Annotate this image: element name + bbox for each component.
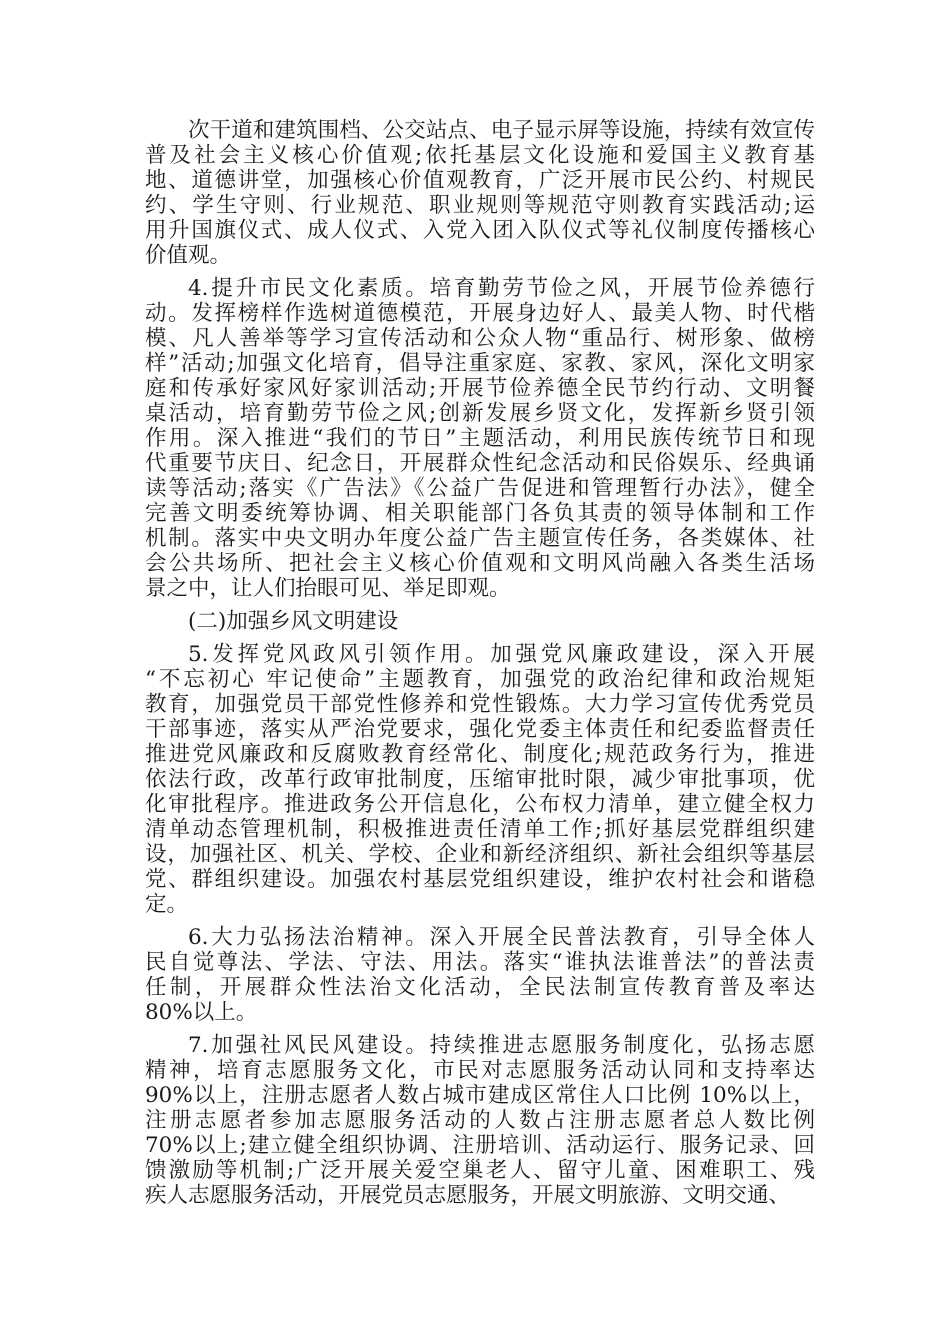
paragraph-gap: [145, 601, 815, 609]
text-line: 任制，开展群众性法治文化活动，全民法制宣传教育普及率达: [145, 975, 815, 1000]
text-line: 地、道德讲堂，加强核心价值观教育，广泛开展市民公约、村规民: [145, 168, 815, 193]
text-line: 机制。落实中央文明办年度公益广告主题宣传任务，各类媒体、社: [145, 526, 815, 551]
text-line: 90%以上，注册志愿者人数占城市建成区常住人口比例 10%以上，: [145, 1083, 815, 1108]
text-line: 完善文明委统筹协调、相关职能部门各负其责的领导体制和工作: [145, 501, 815, 526]
text-line: 干部事迹，落实从严治党要求，强化党委主体责任和纪委监督责任: [145, 717, 815, 742]
text-line: 作用。深入推进“我们的节日”主题活动，利用民族传统节日和现: [145, 426, 815, 451]
text-line: 用升国旗仪式、成人仪式、入党入团入队仪式等礼仪制度传播核心: [145, 218, 815, 243]
text-line: 推进党风廉政和反腐败教育经常化、制度化;规范政务行为，推进: [145, 742, 815, 767]
text-line: 70%以上;建立健全组织协调、注册培训、活动运行、服务记录、回: [145, 1133, 815, 1158]
text-line: 模、凡人善举等学习宣传活动和公众人物“重品行、树形象、做榜: [145, 326, 815, 351]
text-line: 化审批程序。推进政务公开信息化，公布权力清单，建立健全权力: [145, 792, 815, 817]
text-line: 代重要节庆日、纪念日，开展群众性纪念活动和民俗娱乐、经典诵: [145, 451, 815, 476]
document-body: [145, 118, 815, 1208]
text-line: 设，加强社区、机关、学校、企业和新经济组织、新社会组织等基层: [145, 842, 815, 867]
text-line: 5.发挥党风政风引领作用。加强党风廉政建设，深入开展: [188, 642, 815, 667]
text-line: 6.大力弘扬法治精神。深入开展全民普法教育，引导全体人: [188, 925, 815, 950]
text-line: 景之中，让人们抬眼可见、举足即观。: [145, 576, 511, 601]
paragraph: [145, 1033, 815, 1208]
text-line: 次干道和建筑围档、公交站点、电子显示屏等设施，持续有效宣传: [188, 118, 815, 143]
text-line: 依法行政，改革行政审批制度，压缩审批时限，减少审批事项，优: [145, 767, 815, 792]
text-line: 样”活动;加强文化培育，倡导注重家庭、家教、家风，深化文明家: [145, 351, 815, 376]
text-line: 价值观。: [145, 243, 232, 268]
text-line: 精神，培育志愿服务文化，市民对志愿服务活动认同和支持率达: [145, 1058, 815, 1083]
text-line: 庭和传承好家风好家训活动;开展节俭养德全民节约行动、文明餐: [145, 376, 815, 401]
text-line: 定。: [145, 892, 189, 917]
text-line: 4.提升市民文化素质。培育勤劳节俭之风，开展节俭养德行: [188, 276, 815, 301]
paragraph: [145, 642, 815, 917]
paragraph-gap: [145, 634, 815, 642]
text-line: 桌活动，培育勤劳节俭之风;创新发展乡贤文化，发挥新乡贤引领: [145, 401, 815, 426]
paragraph: [145, 276, 815, 601]
paragraph-gap: [145, 268, 815, 276]
paragraph: [145, 118, 815, 268]
text-line: 党、群组织建设。加强农村基层党组织建设，维护农村社会和谐稳: [145, 867, 815, 892]
text-line: 约、学生守则、行业规范、职业规则等规范守则教育实践活动;运: [145, 193, 815, 218]
text-line: 馈激励等机制;广泛开展关爱空巢老人、留守儿童、困难职工、残: [145, 1158, 815, 1183]
text-line: 动。发挥榜样作选树道德模范，开展身边好人、最美人物、时代楷: [145, 301, 815, 326]
text-line: 民自觉尊法、学法、守法、用法。落实“谁执法谁普法”的普法责: [145, 950, 815, 975]
text-line: (二)加强乡风文明建设: [188, 609, 399, 634]
text-line: “不忘初心 牢记使命”主题教育，加强党的政治纪律和政治规矩: [145, 667, 815, 692]
text-line: 80%以上。: [145, 1000, 258, 1025]
text-line: 教育，加强党员干部党性修养和党性锻炼。大力学习宣传优秀党员: [145, 692, 815, 717]
text-line: 读等活动;落实《广告法》《公益广告促进和管理暂行办法》，健全: [145, 476, 815, 501]
text-line: 清单动态管理机制，积极推进责任清单工作;抓好基层党群组织建: [145, 817, 815, 842]
section-heading: [145, 609, 815, 634]
text-line: 7.加强社风民风建设。持续推进志愿服务制度化，弘扬志愿: [188, 1033, 815, 1058]
text-line: 会公共场所、把社会主义核心价值观和文明风尚融入各类生活场: [145, 551, 815, 576]
text-line: 普及社会主义核心价值观;依托基层文化设施和爱国主义教育基: [145, 143, 815, 168]
paragraph-gap: [145, 1025, 815, 1033]
text-line: 注册志愿者参加志愿服务活动的人数占注册志愿者总人数比例: [145, 1108, 815, 1133]
text-line: 疾人志愿服务活动，开展党员志愿服务，开展文明旅游、文明交通、: [145, 1183, 791, 1208]
paragraph: [145, 925, 815, 1025]
paragraph-gap: [145, 917, 815, 925]
